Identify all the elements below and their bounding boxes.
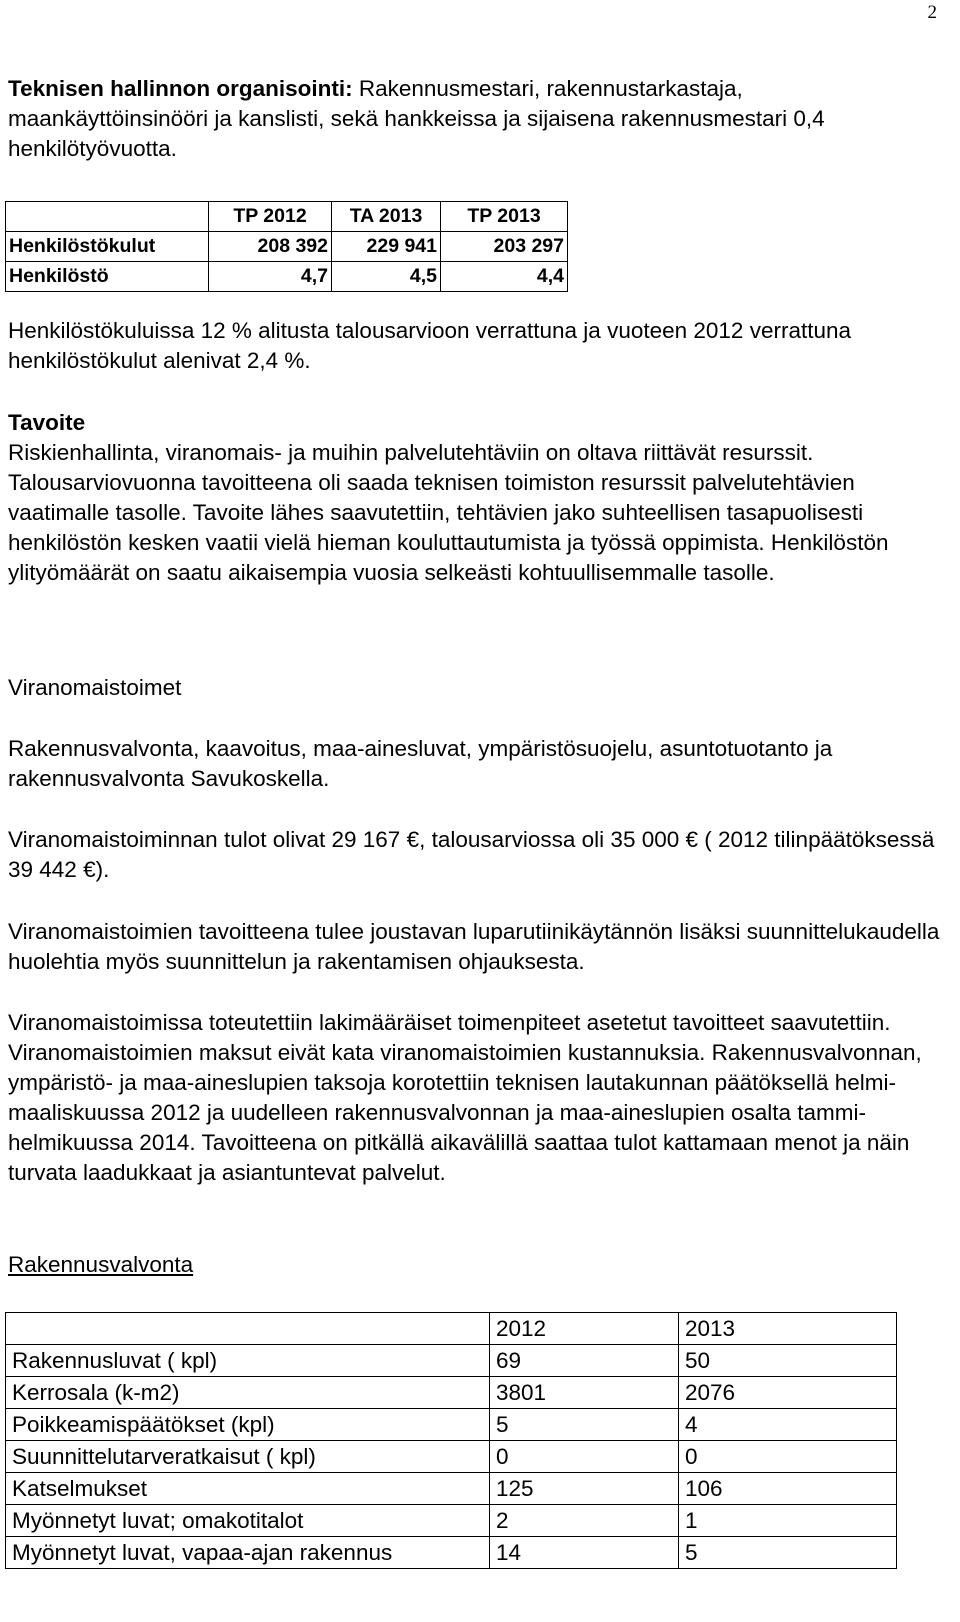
goal-paragraph: Riskienhallinta, viranomais- ja muihin palvelutehtäviin on oltava riittävät resurssit. Talousarviovuonna tavoitteena oli saada teknisen toimiston resurssit palvelutehtävien vaatimalle tasolle. Tavoite lähes saavutettiin, tehtävien jako suhteellisen tasapuolisesti henkilöstön kesken vaatii vielä hieman kouluttautumista ja työssä oppimista. Henkilöstön ylityömäärät on saatu aikaisempia vuosia selkeästi kohtuullisemmalle tasolle. bbox=[8, 440, 889, 585]
table-cell: 14 bbox=[490, 1537, 679, 1569]
table-row bbox=[6, 1409, 897, 1441]
table-header-cell bbox=[6, 202, 209, 232]
table-cell: 50 bbox=[679, 1345, 897, 1377]
table-cell: 0 bbox=[490, 1441, 679, 1473]
table-cell: Myönnetyt luvat; omakotitalot bbox=[6, 1505, 490, 1537]
table-header-row bbox=[6, 1313, 897, 1345]
table-row bbox=[6, 1345, 897, 1377]
table-row bbox=[6, 1473, 897, 1505]
goal-heading: Tavoite bbox=[8, 410, 86, 435]
building-permits-table bbox=[5, 1312, 897, 1569]
table-row bbox=[6, 1441, 897, 1473]
table-header-cell: TP 2013 bbox=[441, 202, 568, 232]
staff-table bbox=[5, 201, 568, 292]
table-row bbox=[6, 1505, 897, 1537]
table-cell: Katselmukset bbox=[6, 1473, 490, 1505]
table-header-cell: 2013 bbox=[679, 1313, 897, 1345]
table-row bbox=[6, 262, 568, 292]
table-cell: Rakennusluvat ( kpl) bbox=[6, 1345, 490, 1377]
table-cell: 208 392 bbox=[209, 232, 332, 262]
table-cell: Suunnittelutarveratkaisut ( kpl) bbox=[6, 1441, 490, 1473]
table-cell: 106 bbox=[679, 1473, 897, 1505]
table-header-cell: TA 2013 bbox=[332, 202, 441, 232]
intro-text: Rakennusmestari, rakennustarkastaja, maankäyttöinsinööri ja kanslisti, sekä hankkeissa ja sijaisena rakennusmestari 0,4 henkilötyövuotta. bbox=[8, 76, 825, 161]
table-header-cell bbox=[6, 1313, 490, 1345]
table-cell: 5 bbox=[679, 1537, 897, 1569]
body-paragraph: Viranomaistoiminnan tulot olivat 29 167 €, talousarviossa oli 35 000 € ( 2012 tilinpäätöksessä 39 442 €). bbox=[8, 827, 935, 882]
table-cell: 69 bbox=[490, 1345, 679, 1377]
table-header-row bbox=[6, 202, 568, 232]
subsection-heading: Rakennusvalvonta bbox=[8, 1252, 194, 1277]
table-cell: Kerrosala (k-m2) bbox=[6, 1377, 490, 1409]
table-row bbox=[6, 232, 568, 262]
table-cell: Henkilöstö bbox=[6, 262, 209, 292]
table-cell: 2 bbox=[490, 1505, 679, 1537]
table-cell: 2076 bbox=[679, 1377, 897, 1409]
table-cell: 229 941 bbox=[332, 232, 441, 262]
table-cell: 4,4 bbox=[441, 262, 568, 292]
table-cell: 1 bbox=[679, 1505, 897, 1537]
table-cell: 3801 bbox=[490, 1377, 679, 1409]
costs-paragraph: Henkilöstökuluissa 12 % alitusta talousarvioon verrattuna ja vuoteen 2012 verrattuna henkilöstökulut alenivat 2,4 %. bbox=[8, 318, 852, 373]
section-heading: Viranomaistoimet bbox=[8, 675, 182, 700]
table-cell: 5 bbox=[490, 1409, 679, 1441]
table-cell: 4,5 bbox=[332, 262, 441, 292]
table-row bbox=[6, 1537, 897, 1569]
body-paragraph: Viranomaistoimissa toteutettiin lakimääräiset toimenpiteet asetetut tavoitteet saavutettiin. Viranomaistoimien maksut eivät kata viranomaistoimien kustannuksia. Rakennusvalvonnan, ympäristö- ja maa-aineslupien taksoja korotettiin teknisen lautakunnan päätöksellä helmi- maaliskuussa 2012 ja uudelleen rakennusvalvonnan ja maa-aineslupien osalta tammi-helmikuussa 2014. Tavoitteena on pitkällä aikavälillä saattaa tulot kattamaan menot ja näin turvata laadukkaat ja asiantuntevat palvelut. bbox=[8, 1010, 922, 1185]
table-header-cell: TP 2012 bbox=[209, 202, 332, 232]
table-cell: Henkilöstökulut bbox=[6, 232, 209, 262]
table-cell: 4 bbox=[679, 1409, 897, 1441]
table-cell: 125 bbox=[490, 1473, 679, 1505]
table-row bbox=[6, 1377, 897, 1409]
body-paragraph: Rakennusvalvonta, kaavoitus, maa-ainesluvat, ympäristösuojelu, asuntotuotanto ja rakennusvalvonta Savukoskella. bbox=[8, 736, 833, 791]
table-header-cell: 2012 bbox=[490, 1313, 679, 1345]
intro-paragraph bbox=[8, 74, 943, 164]
table-cell: 203 297 bbox=[441, 232, 568, 262]
table-cell: Myönnetyt luvat, vapaa-ajan rakennus bbox=[6, 1537, 490, 1569]
table-cell: 4,7 bbox=[209, 262, 332, 292]
table-cell: 0 bbox=[679, 1441, 897, 1473]
body-paragraph: Viranomaistoimien tavoitteena tulee joustavan luparutiinikäytännön lisäksi suunnittelukaudella huolehtia myös suunnittelun ja rakentamisen ohjauksesta. bbox=[8, 919, 940, 974]
table-cell: Poikkeamispäätökset (kpl) bbox=[6, 1409, 490, 1441]
intro-heading: Teknisen hallinnon organisointi: bbox=[8, 76, 353, 101]
page-number: 2 bbox=[927, 2, 937, 23]
